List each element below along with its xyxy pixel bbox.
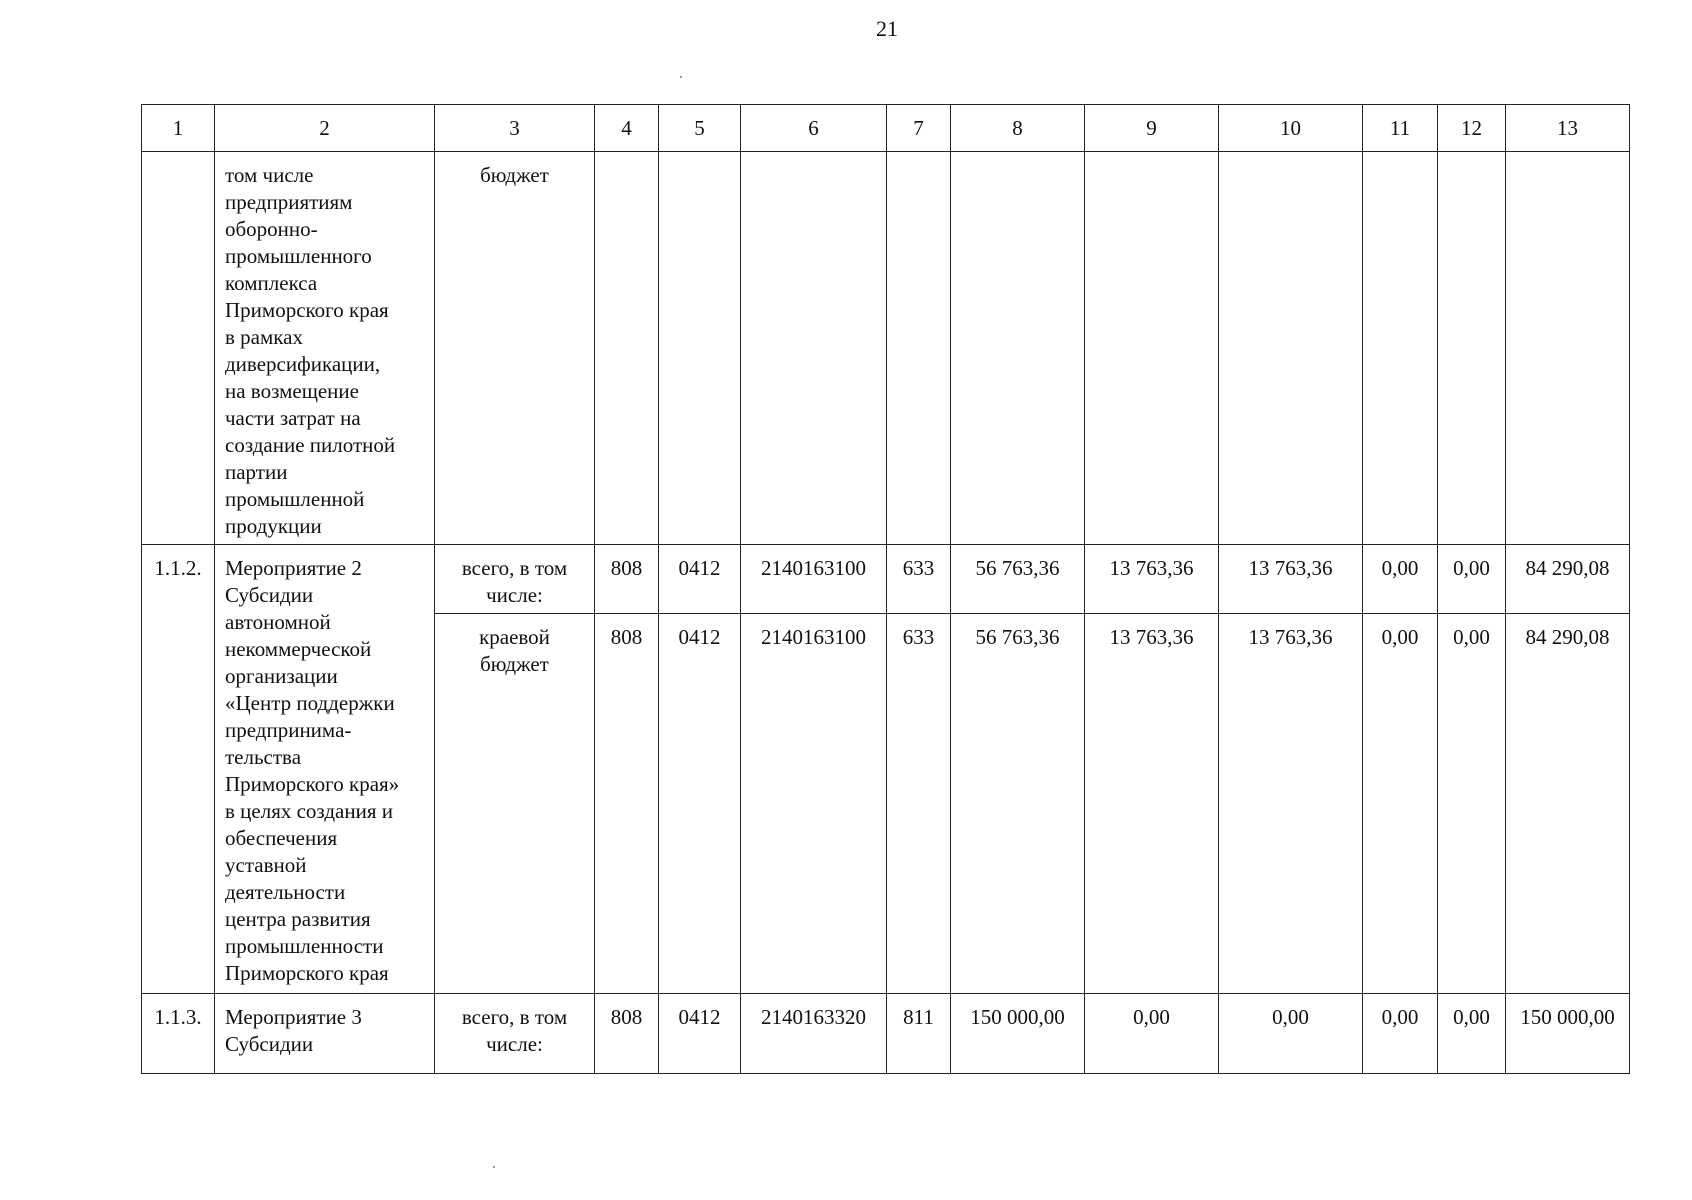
value-cell: 0,00 [1085, 994, 1219, 1074]
column-header: 10 [1219, 105, 1363, 152]
value-cell: 0,00 [1438, 994, 1506, 1074]
empty-cell [659, 152, 741, 545]
value-cell: 2140163100 [741, 545, 887, 614]
row-number-cell: 1.1.2. [142, 545, 215, 994]
empty-cell [887, 152, 951, 545]
value-cell: 633 [887, 545, 951, 614]
value-cell: 808 [595, 614, 659, 994]
value-cell: 84 290,08 [1506, 614, 1630, 994]
value-cell: 0,00 [1363, 614, 1438, 994]
column-header: 11 [1363, 105, 1438, 152]
column-header: 9 [1085, 105, 1219, 152]
value-cell: 0,00 [1438, 545, 1506, 614]
value-cell: 84 290,08 [1506, 545, 1630, 614]
value-cell: 808 [595, 994, 659, 1074]
value-cell: 0412 [659, 614, 741, 994]
funding-source-cell: всего, в том числе: [435, 994, 595, 1074]
column-header: 2 [215, 105, 435, 152]
value-cell: 0,00 [1363, 994, 1438, 1074]
value-cell: 56 763,36 [951, 614, 1085, 994]
value-cell: 2140163100 [741, 614, 887, 994]
table-row-continuation [142, 152, 1630, 545]
funding-source-cell: бюджет [435, 152, 595, 545]
empty-cell [1506, 152, 1630, 545]
budget-table [141, 104, 1630, 1074]
column-header: 5 [659, 105, 741, 152]
measure-name-cell: Мероприятие 3 Субсидии [215, 994, 435, 1074]
column-header: 1 [142, 105, 215, 152]
empty-cell [1219, 152, 1363, 545]
table-row-1-1-3-total [142, 994, 1630, 1074]
value-cell: 150 000,00 [951, 994, 1085, 1074]
value-cell: 633 [887, 614, 951, 994]
empty-cell [1363, 152, 1438, 545]
value-cell: 13 763,36 [1219, 545, 1363, 614]
column-header: 8 [951, 105, 1085, 152]
column-number-row [142, 105, 1630, 152]
scan-speck [680, 76, 682, 78]
value-cell: 0,00 [1438, 614, 1506, 994]
empty-cell [1438, 152, 1506, 545]
column-header: 7 [887, 105, 951, 152]
value-cell: 2140163320 [741, 994, 887, 1074]
value-cell: 13 763,36 [1085, 614, 1219, 994]
empty-cell [595, 152, 659, 545]
empty-cell [1085, 152, 1219, 545]
row-number-cell [142, 152, 215, 545]
table-row-1-1-2-total [142, 545, 1630, 614]
column-header: 4 [595, 105, 659, 152]
value-cell: 0,00 [1219, 994, 1363, 1074]
column-header: 3 [435, 105, 595, 152]
value-cell: 0412 [659, 994, 741, 1074]
measure-name-cell: Мероприятие 2 Субсидии автономной некоммерческой организации «Центр поддержки предпринима- тельства Приморского края» в целях создания и обеспечения уставной деятельности центра развития промышленности Приморского края [215, 545, 435, 994]
empty-cell [951, 152, 1085, 545]
funding-source-cell: всего, в том числе: [435, 545, 595, 614]
funding-source-cell: краевой бюджет [435, 614, 595, 994]
row-number-cell: 1.1.3. [142, 994, 215, 1074]
value-cell: 150 000,00 [1506, 994, 1630, 1074]
value-cell: 13 763,36 [1219, 614, 1363, 994]
value-cell: 811 [887, 994, 951, 1074]
value-cell: 0412 [659, 545, 741, 614]
column-header: 6 [741, 105, 887, 152]
page-number: 21 [876, 16, 898, 41]
value-cell: 0,00 [1363, 545, 1438, 614]
empty-cell [741, 152, 887, 545]
scan-speck [493, 1166, 495, 1168]
value-cell: 13 763,36 [1085, 545, 1219, 614]
value-cell: 808 [595, 545, 659, 614]
value-cell: 56 763,36 [951, 545, 1085, 614]
column-header: 12 [1438, 105, 1506, 152]
measure-name-cell: том числе предприятиям оборонно- промышленного комплекса Приморского края в рамках диверсификации, на возмещение части затрат на создание пилотной партии промышленной продукции [215, 152, 435, 545]
column-header: 13 [1506, 105, 1630, 152]
